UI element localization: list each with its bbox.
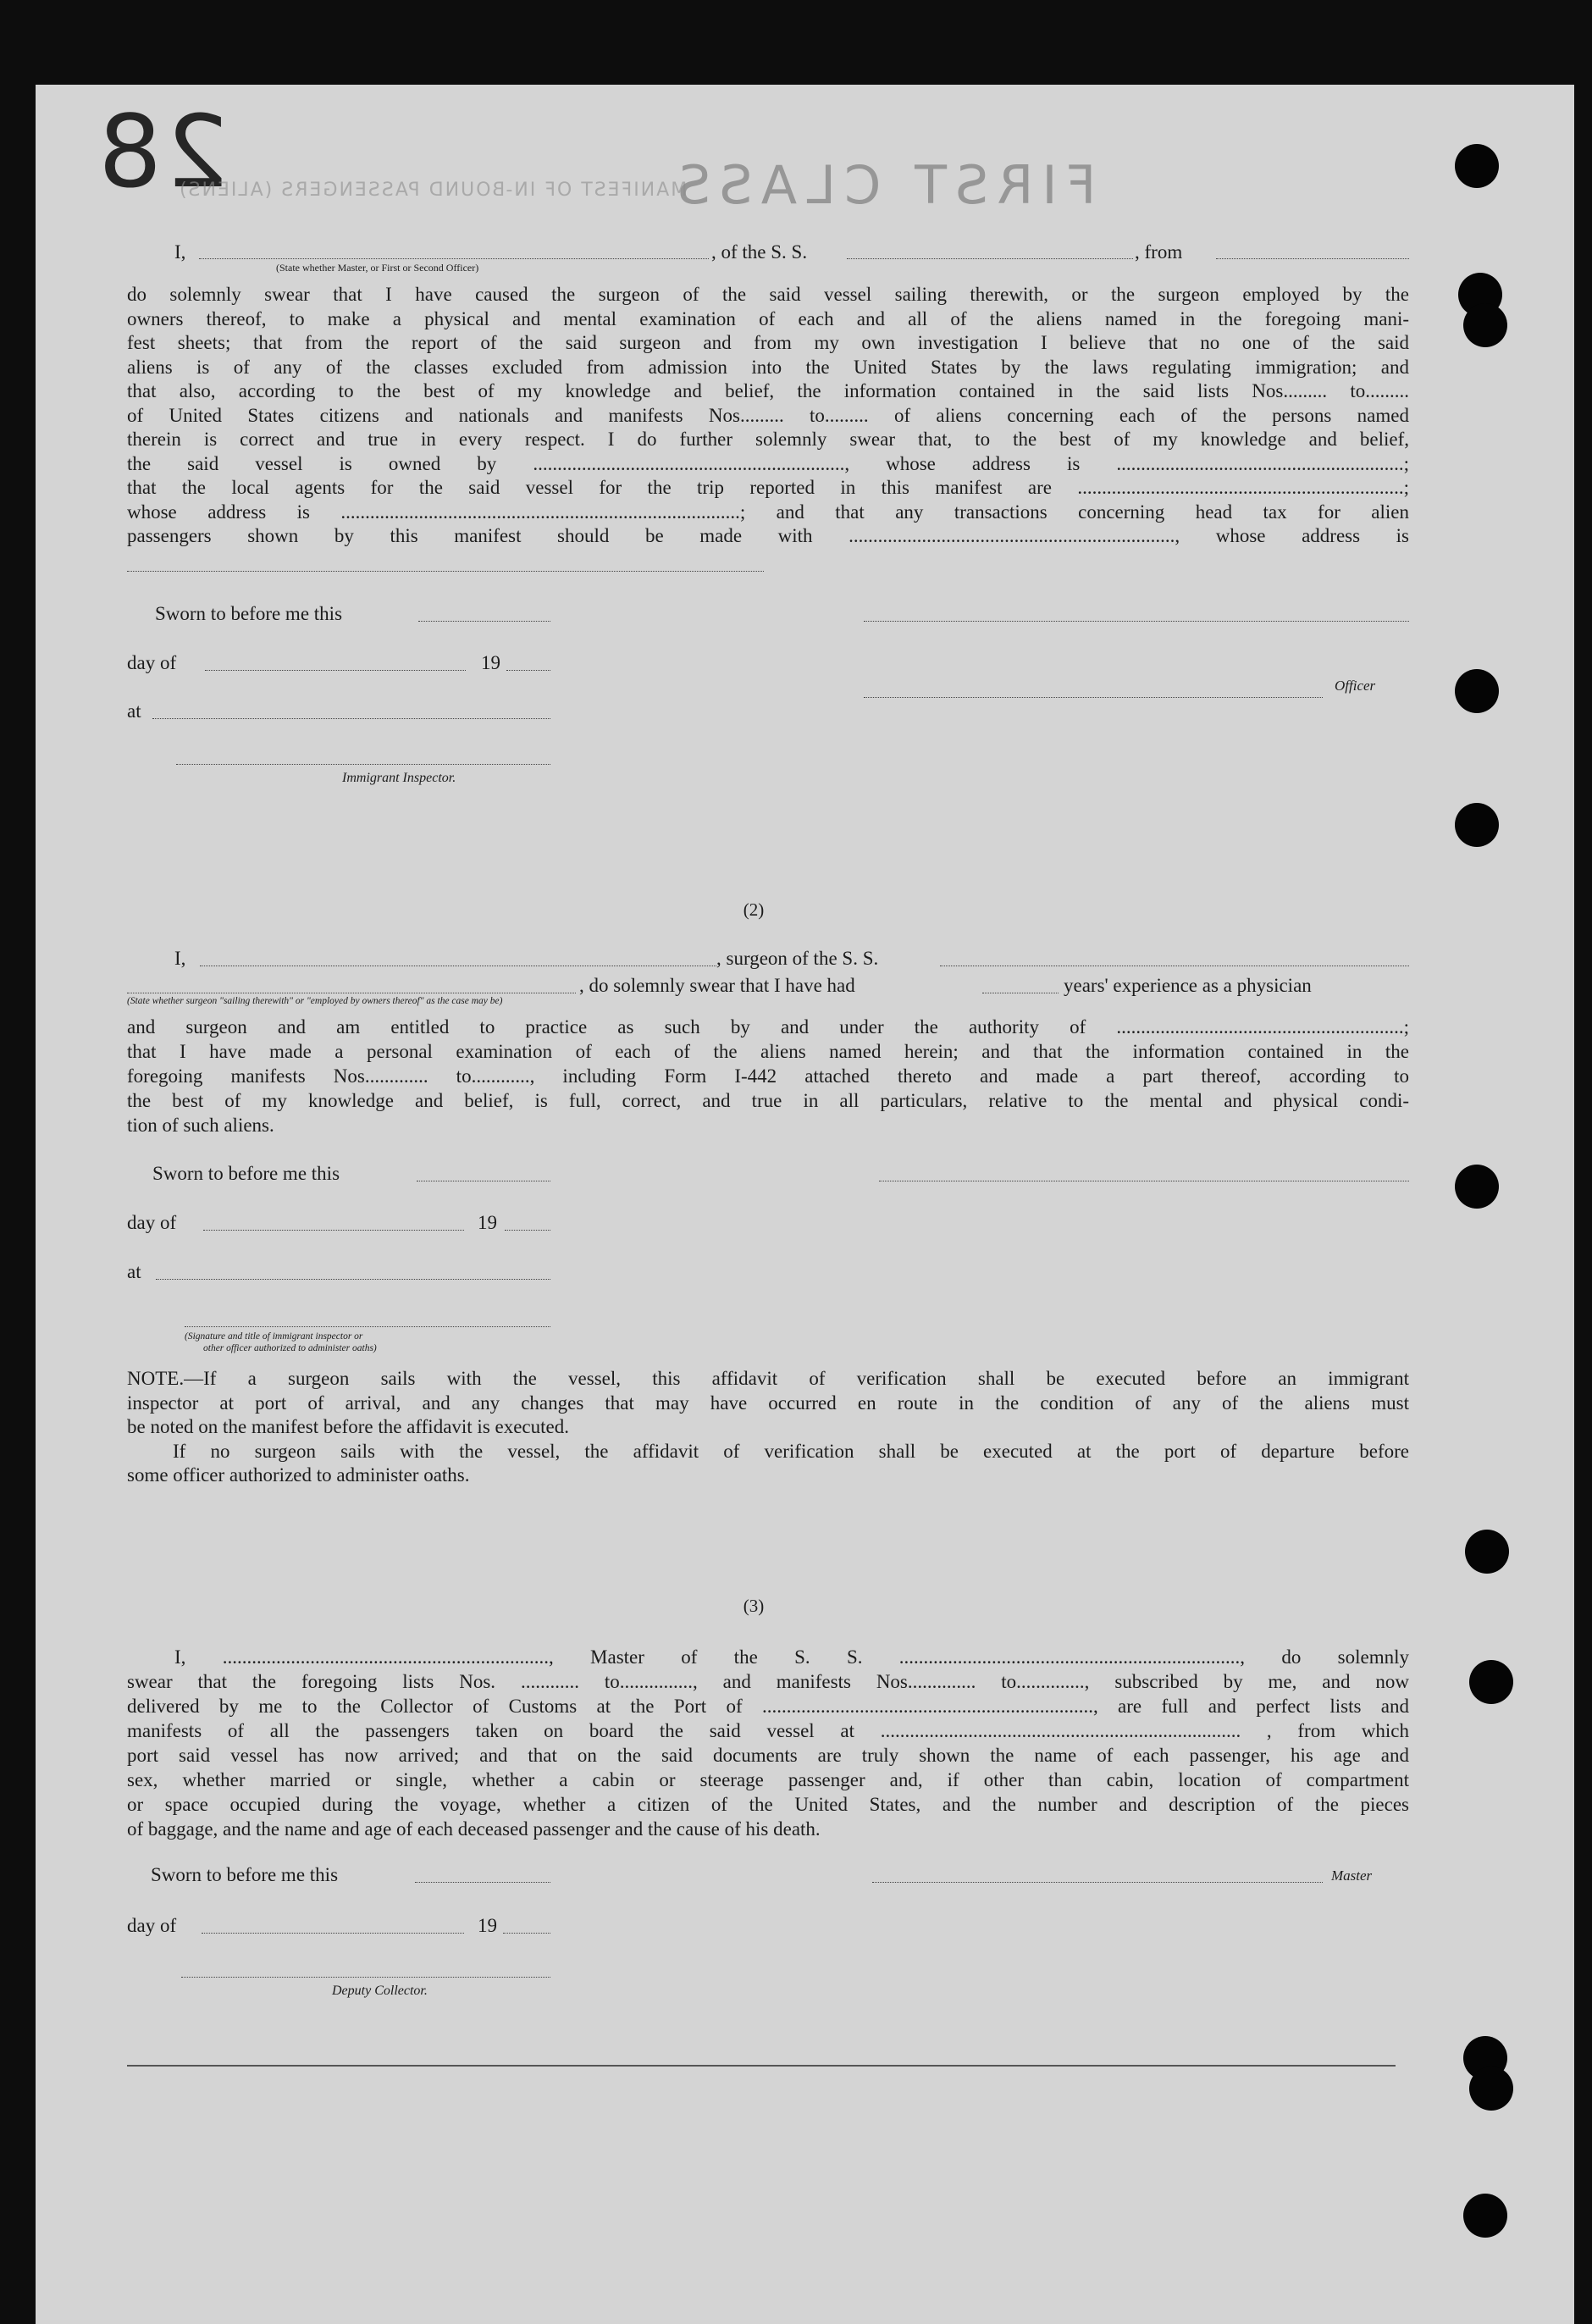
officer-label: Officer bbox=[1335, 678, 1376, 694]
officer-name-field[interactable] bbox=[199, 258, 709, 259]
sec2-signature-line[interactable] bbox=[185, 1326, 550, 1327]
handwritten-page-number: 28 bbox=[95, 93, 229, 210]
first-class-stamp: FIRST CLASS bbox=[669, 154, 1097, 216]
sec3-body-line: I, ..................................................................., Master of the S. S. ......................................................................, do solemnly bbox=[174, 1646, 1409, 1668]
sec1-body-line: do solemnly swear that I have caused the surgeon of the said vessel sailing therewith, or the surgeon employed by the bbox=[127, 284, 1409, 305]
from-port-field[interactable] bbox=[1216, 258, 1409, 259]
punch-hole bbox=[1469, 1660, 1513, 1704]
sec2-place-field[interactable] bbox=[156, 1279, 550, 1280]
sec1-body-line: the said vessel is owned by ................................................................, whose address is ...........................................................; bbox=[127, 452, 1409, 474]
master-label: Master bbox=[1331, 1868, 1373, 1884]
sec1-body-line: of United States citizens and nationals and manifests Nos......... to......... of aliens concerning each of the persons named bbox=[127, 404, 1409, 426]
sec1-body-line: that the local agents for the said vessel for the trip reported in this manifest are ...................................................................; bbox=[127, 477, 1409, 498]
punch-hole bbox=[1455, 144, 1499, 188]
sec1-month-field[interactable] bbox=[205, 670, 466, 671]
note-line: be noted on the manifest before the affidavit is executed. bbox=[127, 1416, 569, 1437]
sec3-body-line: swear that the foregoing lists Nos. ............ to..............., and manifests Nos.............. to.............., subscribed by me, and now bbox=[127, 1671, 1409, 1692]
punch-hole bbox=[1455, 669, 1499, 713]
officer-signature-line[interactable] bbox=[864, 621, 1409, 622]
sec3-year-field[interactable] bbox=[503, 1933, 550, 1934]
sec1-caption: (State whether Master, or First or Second Officer) bbox=[276, 262, 479, 274]
sec1-body-line: that also, according to the best of my knowledge and belief, the information contained in the said lists Nos......... to......... bbox=[127, 380, 1409, 401]
punch-hole bbox=[1469, 2067, 1513, 2111]
sec1-from-label: , from bbox=[1135, 241, 1183, 263]
sec3-sworn-label: Sworn to before me this bbox=[151, 1864, 339, 1885]
section-number-3: (3) bbox=[743, 1596, 765, 1616]
sworn-day-field[interactable] bbox=[418, 621, 550, 622]
punch-hole bbox=[1463, 2194, 1507, 2238]
sec1-sworn-label: Sworn to before me this bbox=[155, 603, 343, 624]
sec2-sig-caption-line1: (Signature and title of immigrant inspector or bbox=[185, 1331, 363, 1342]
tax-address-field[interactable] bbox=[127, 571, 764, 572]
sec1-body-line: fest sheets; that from the report of the said surgeon and from my own investigation I believe that no one of the said bbox=[127, 332, 1409, 353]
sec2-surgeon-label: , surgeon of the S. S. bbox=[716, 948, 879, 969]
ship-name-field[interactable] bbox=[847, 258, 1133, 259]
sec2-body-line: tion of such aliens. bbox=[127, 1115, 274, 1136]
sec1-at-label: at bbox=[127, 700, 141, 722]
sec1-i-label: I, bbox=[174, 241, 186, 263]
officer-title-line[interactable] bbox=[864, 697, 1323, 698]
punch-hole bbox=[1455, 803, 1499, 847]
sec1-body-line: whose address is ..................................................................................; and that any transactions concerning head tax for alien bbox=[127, 501, 1409, 523]
note-line: some officer authorized to administer oaths. bbox=[127, 1464, 470, 1486]
sec3-day-of-label: day of bbox=[127, 1915, 177, 1936]
sec1-year-label: 19 bbox=[481, 652, 500, 673]
inspector-label: Immigrant Inspector. bbox=[342, 771, 456, 785]
sec1-day-of-label: day of bbox=[127, 652, 177, 673]
sec3-body-line: delivered by me to the Collector of Customs at the Port of ...................................................................., are full and perfect lists and bbox=[127, 1696, 1409, 1717]
sec1-year-field[interactable] bbox=[506, 670, 550, 671]
sec3-sworn-day-field[interactable] bbox=[415, 1882, 550, 1883]
collector-signature-line[interactable] bbox=[181, 1977, 550, 1978]
sec3-body-line: port said vessel has now arrived; and that on the said documents are truly shown the name of each passenger, his age and bbox=[127, 1745, 1409, 1766]
sec2-body-line: the best of my knowledge and belief, is full, correct, and true in all particulars, relative to the mental and physical condi- bbox=[127, 1090, 1409, 1111]
sec3-month-field[interactable] bbox=[202, 1933, 464, 1934]
sec2-body-line: and surgeon and am entitled to practice as such by and under the authority of ...........................................................; bbox=[127, 1016, 1409, 1038]
punch-hole bbox=[1463, 303, 1507, 347]
sec1-body-line: therein is correct and true in every respect. I do further solemnly swear that, to the best of my knowledge and belief, bbox=[127, 429, 1409, 450]
sec2-at-label: at bbox=[127, 1261, 141, 1282]
collector-label: Deputy Collector. bbox=[332, 1984, 428, 1998]
sec2-day-of-label: day of bbox=[127, 1212, 177, 1233]
note-line: inspector at port of arrival, and any changes that may have occurred en route in the condition of any of the aliens must bbox=[127, 1392, 1409, 1414]
sec2-year-label: 19 bbox=[478, 1212, 497, 1233]
sec2-body-line: that I have made a personal examination of each of the aliens named herein; and that the information contained in the bbox=[127, 1041, 1409, 1062]
sec2-body-line: foregoing manifests Nos............. to............, including Form I-442 attached thereto and made a part thereof, according to bbox=[127, 1065, 1409, 1087]
sec2-month-field[interactable] bbox=[203, 1230, 464, 1231]
sec1-body-line: aliens is of any of the classes excluded from admission into the United States by the laws regulating immigration; and bbox=[127, 356, 1409, 378]
section-number-2: (2) bbox=[743, 899, 765, 920]
sec1-ss-label: , of the S. S. bbox=[711, 241, 808, 263]
sec3-year-label: 19 bbox=[478, 1915, 497, 1936]
sec2-year-field[interactable] bbox=[505, 1230, 550, 1231]
punch-hole bbox=[1455, 1165, 1499, 1209]
sec1-body-line: passengers shown by this manifest should be made with ..................................................................., whose address is bbox=[127, 525, 1409, 546]
sec1-place-field[interactable] bbox=[152, 718, 550, 719]
sec2-sworn-label: Sworn to before me this bbox=[152, 1163, 340, 1184]
bleed-through-heading: MANIFEST OF IN-BOUND PASSENGERS (ALIENS) bbox=[178, 180, 688, 201]
sec2-years-label: years' experience as a physician bbox=[1064, 975, 1312, 996]
sec3-body-line: manifests of all the passengers taken on board the said vessel at .......................................................................... , from which bbox=[127, 1720, 1409, 1741]
punch-hole bbox=[1465, 1530, 1509, 1574]
master-signature-line[interactable] bbox=[872, 1882, 1323, 1883]
sec2-swear-label: , do solemnly swear that I have had bbox=[579, 975, 855, 996]
sec2-sig-caption-line2: other officer authorized to administer oaths) bbox=[203, 1343, 377, 1353]
sec3-body-line: sex, whether married or single, whether a cabin or steerage passenger and, if other than cabin, location of compartment bbox=[127, 1769, 1409, 1790]
inspector-signature-line[interactable] bbox=[176, 764, 550, 765]
sec3-body-line: or space occupied during the voyage, whether a citizen of the United States, and the number and description of the pieces bbox=[127, 1794, 1409, 1815]
sec3-body-line: of baggage, and the name and age of each deceased passenger and the cause of his death. bbox=[127, 1818, 821, 1840]
note-line: If no surgeon sails with the vessel, the affidavit of verification shall be executed at the port of departure before bbox=[173, 1441, 1409, 1462]
sec1-body-line: owners thereof, to make a physical and mental examination of each and all of the aliens named in the foregoing mani- bbox=[127, 307, 1409, 329]
sec2-i-label: I, bbox=[174, 948, 186, 969]
bottom-rule bbox=[127, 2065, 1396, 2067]
note-line: NOTE.—If a surgeon sails with the vessel, this affidavit of verification shall be executed before an immigrant bbox=[127, 1368, 1409, 1389]
sec2-caption: (State whether surgeon "sailing therewith" or "employed by owners thereof" as the case may be) bbox=[127, 996, 503, 1006]
